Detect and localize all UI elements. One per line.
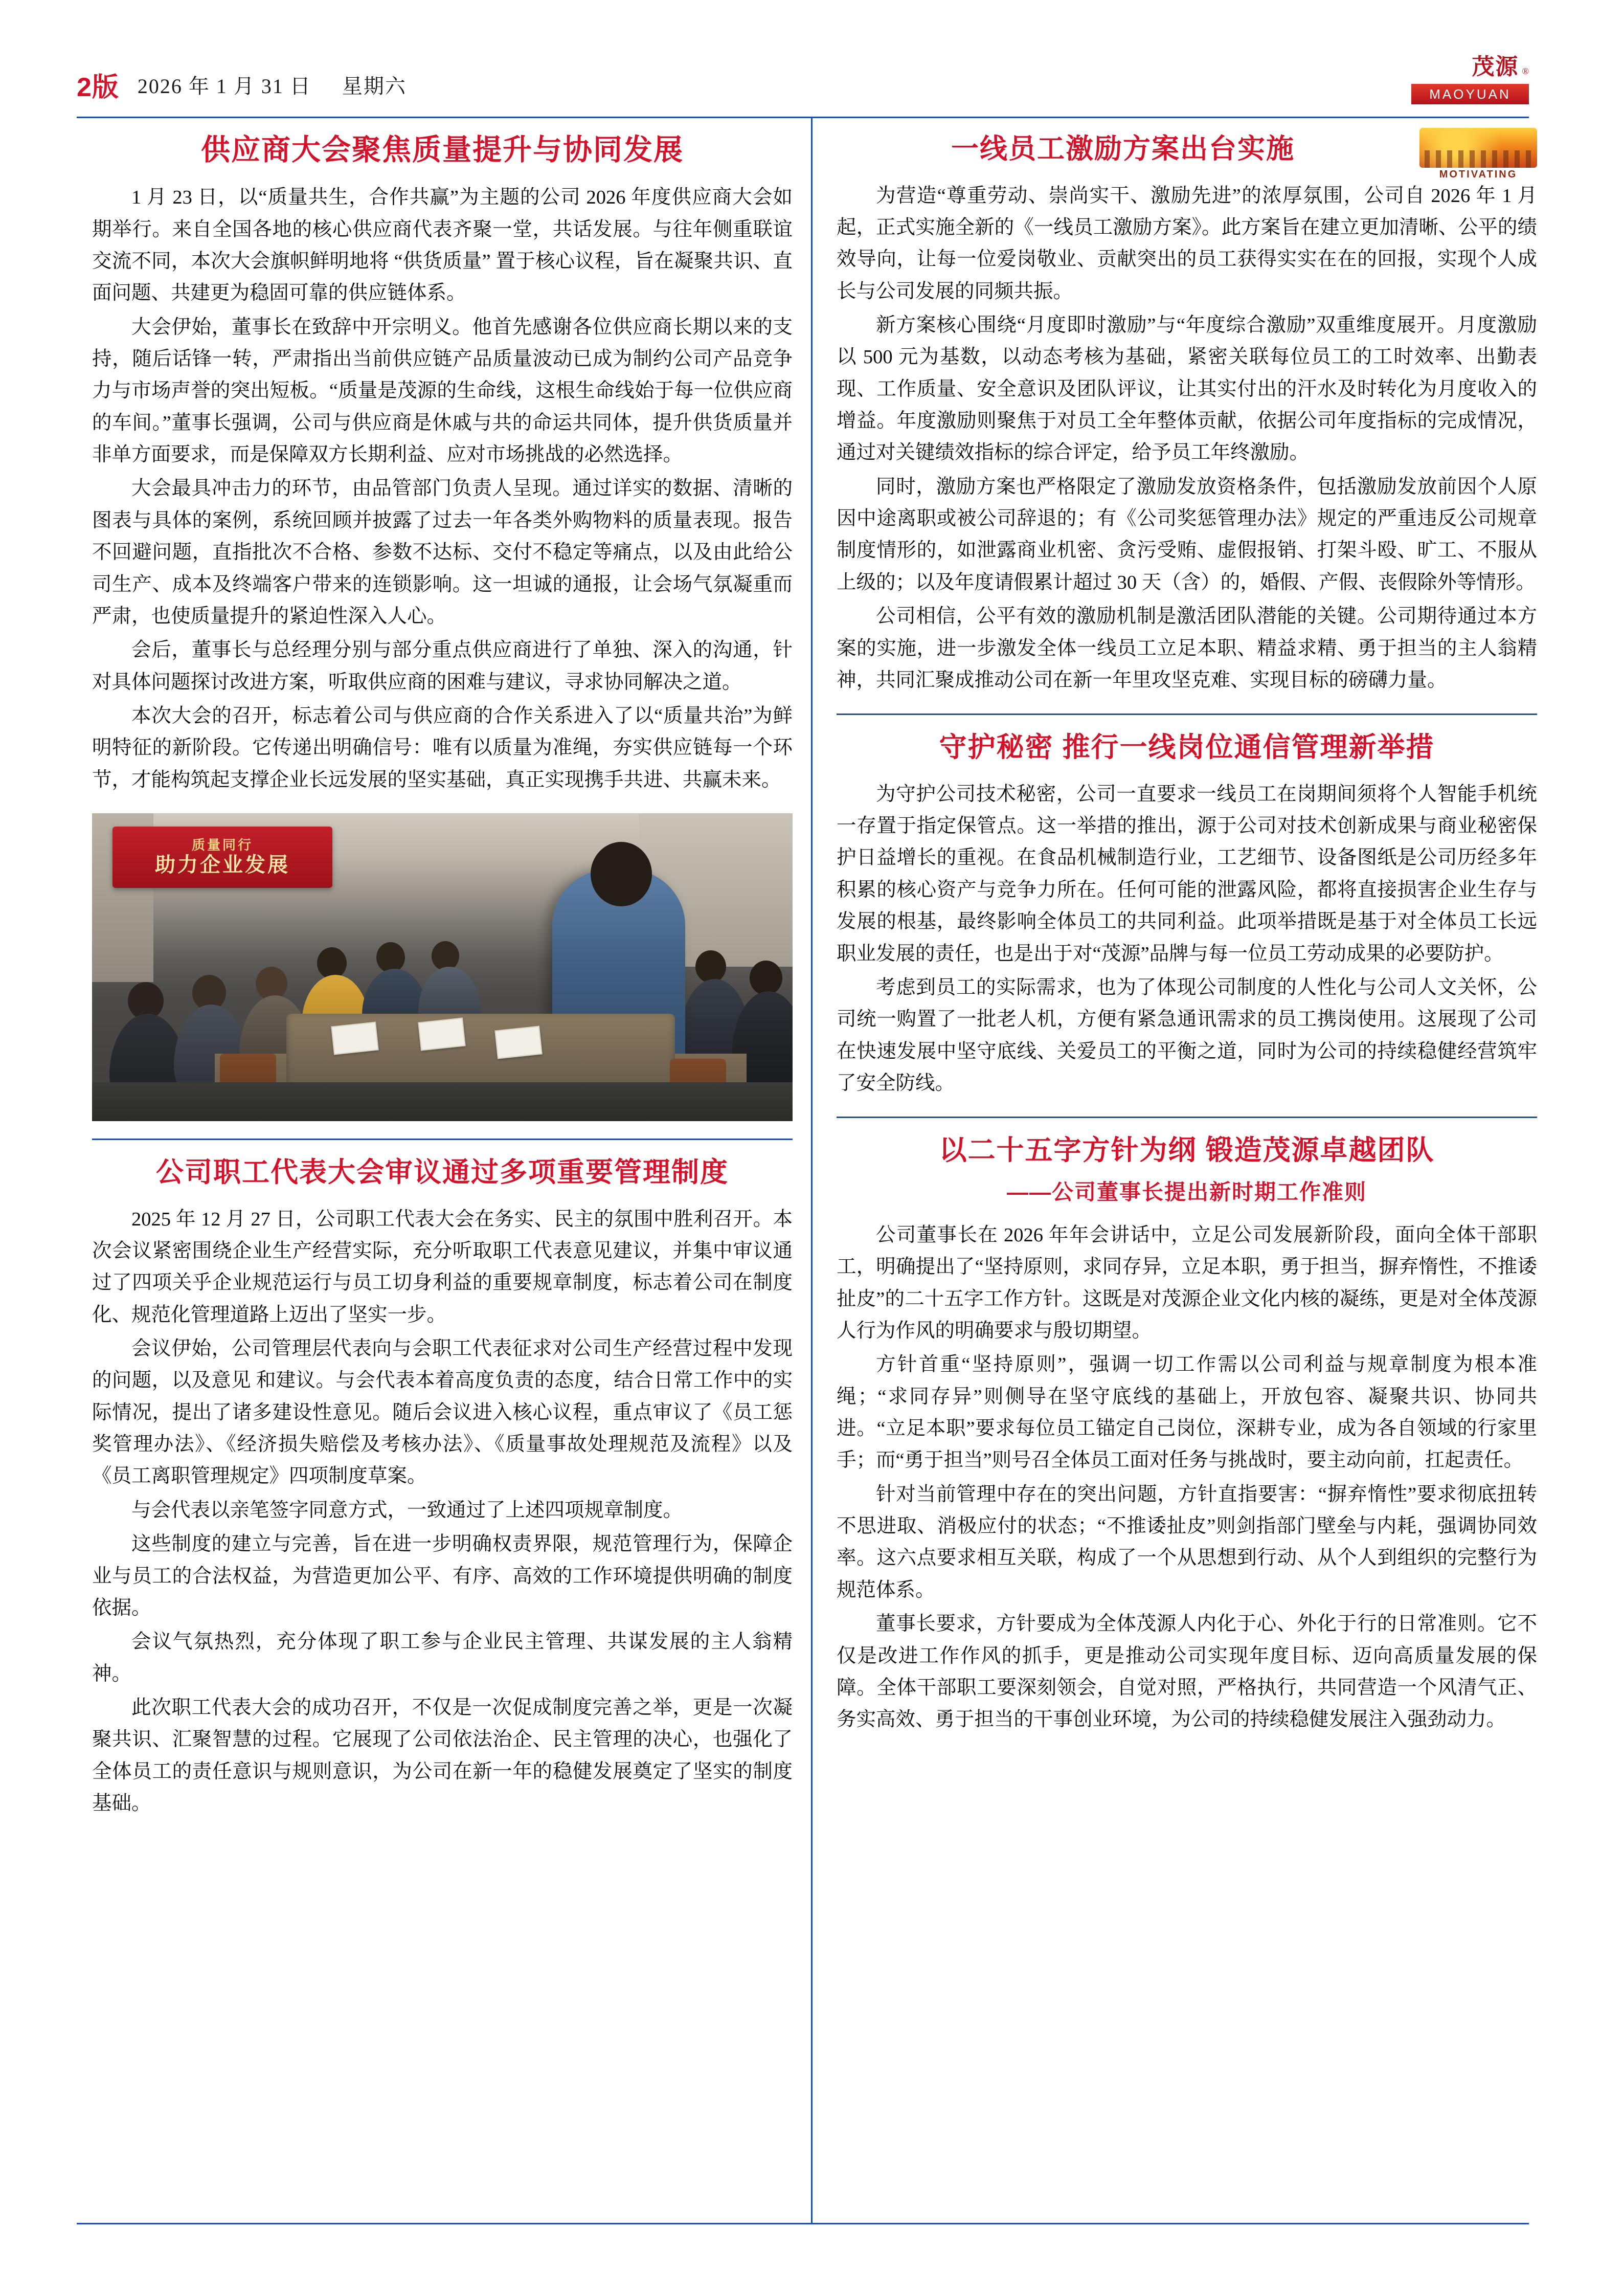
article-communication-policy — [837, 730, 1537, 1099]
paragraph: 这些制度的建立与完善，旨在进一步明确权责界限，规范管理行为，保障企业与员工的合法权益，为营造更加公平、有序、高效的工作环境提供明确的制度依据。 — [92, 1533, 793, 1619]
photo-banner — [112, 827, 332, 888]
logo-english-name: MAOYUAN — [1411, 84, 1529, 104]
photo-name-card — [418, 1018, 465, 1051]
paragraph: 公司相信，公平有效的激励机制是激活团队潜能的关键。公司期待通过本方案的实施，进一步激发全体一线员工立足本职、精益求精、勇于担当的主人翁精神，共同汇聚成推动公司在新一年里攻坚克难、实现目标的磅礴力量。 — [837, 606, 1537, 691]
top-divider — [77, 117, 1529, 118]
paragraph: 新方案核心围绕“月度即时激励”与“年度综合激励”双重维度展开。月度激励以 500 元为基数，以动态考核为基础，紧密关联每位员工的工时效率、出勤表现、工作质量、安全意识及团队评议，让其实付出的汗水及时转化为月度收入的增益。年度激励则聚焦于对员工全年整体贡献，依据公司年度指标的完成情况，通过对关键绩效指标的综合评定，给予员工年终激励。 — [837, 314, 1537, 464]
paragraph: 为守护公司技术秘密，公司一直要求一线员工在岗期间须将个人智能手机统一存置于指定保管点。这一举措的推出，源于公司对技术创新成果与商业秘密保护日益增长的重视。在食品机械制造行业，工艺细节、设备图纸是公司历经多年积累的核心资产与竞争力所在。任何可能的泄露风险，都将直接损害企业生存与发展的根基，最终影响全体员工的共同利益。此项举措既是基于对全体员工长远职业发展的责任，也是出于对“茂源”品牌与每一位员工劳动成果的必要防护。 — [837, 783, 1537, 965]
photo-person-head — [432, 941, 459, 971]
article-divider — [837, 714, 1537, 715]
publication-date: 2026 年 1 月 31 日 — [137, 74, 311, 98]
photo-name-card — [331, 1022, 378, 1055]
article-employee-congress — [92, 1155, 793, 1819]
left-column — [92, 132, 793, 1821]
paragraph: 与会代表以亲笔签字同意方式，一致通过了上述四项规章制度。 — [131, 1499, 683, 1521]
paragraph: 考虑到员工的实际需求，也为了体现公司制度的人性化与公司人文关怀，公司统一购置了一批老人机，方便有紧急通讯需求的员工携岗使用。这展现了公司在快速发展中坚守底线、关爱员工的平衡之道，同时为公司的持续稳健经营筑牢了安全防线。 — [837, 976, 1537, 1094]
paragraph: 2025 年 12 月 27 日，公司职工代表大会在务实、民主的氛围中胜利召开。本次会议紧密围绕企业生产经营实际，充分听取职工代表意见建议，并集中审议通过了四项关乎企业规范运行与员工切身利益的重要规章制度，标志着公司在制度化、规范化管理道路上迈出了坚实一步。 — [92, 1208, 793, 1326]
photo-person-head — [317, 947, 347, 979]
logo-mark — [1472, 48, 1529, 81]
photo-person-head — [695, 950, 726, 983]
article-title: 守护秘密 推行一线岗位通信管理新举措 — [939, 732, 1435, 763]
bottom-divider — [77, 2223, 1529, 2224]
masthead — [77, 54, 1529, 107]
article-title: 一线员工激励方案出台实施 — [951, 133, 1295, 164]
photo-floor — [92, 1082, 793, 1121]
column-divider — [811, 117, 813, 2224]
photo-scene — [92, 813, 793, 1121]
motivating-label: MOTIVATING — [1439, 169, 1518, 180]
article-title: 供应商大会聚焦质量提升与协同发展 — [201, 133, 684, 166]
publication-weekday: 星期六 — [342, 74, 407, 98]
paragraph: 会议气氛热烈，充分体现了职工参与企业民主管理、共谋发展的主人翁精神。 — [92, 1631, 793, 1685]
motivating-illustration — [1419, 128, 1537, 168]
paragraph: 公司董事长在 2026 年年会讲话中，立足公司发展新阶段，面向全体干部职工，明确提出了“坚持原则，求同存异，立足本职，勇于担当，摒弃惰性，不推诿扯皮”的二十五字工作方针。这既是对茂源企业文化内核的凝练，更是对全体茂源人行为作风的明确要求与殷切期望。 — [837, 1224, 1537, 1342]
article-subtitle: ——公司董事长提出新时期工作准则 — [1006, 1179, 1367, 1204]
paragraph: 会后，董事长与总经理分别与部分重点供应商进行了单独、深入的沟通，针对具体问题探讨改进方案，听取供应商的困难与建议，寻求协同解决之道。 — [92, 639, 793, 693]
article-title: 以二十五字方针为纲 锻造茂源卓越团队 — [939, 1135, 1435, 1166]
paragraph: 同时，激励方案也严格限定了激励发放资格条件，包括激励发放前因个人原因中途离职或被公司辞退的；有《公司奖惩管理办法》规定的严重违反公司规章制度情形的，如泄露商业机密、贪污受贿、虚假报销、打架斗殴、旷工、不服从上级的；以及年度请假累计超过 30 天（含）的，婚假、产假、丧假除外等情形。 — [837, 476, 1537, 593]
article-divider — [92, 1139, 793, 1140]
photo-person-head — [376, 942, 405, 973]
logo-chinese-name: 茂源 — [1472, 54, 1519, 79]
paragraph: 大会伊始，董事长在致辞中开宗明义。他首先感谢各位供应商长期以来的支持，随后话锋一转，严肃指出当前供应链产品质量波动已成为制约公司产品竞争力与市场声誉的突出短板。“质量是茂源的生命线，这根生命线始于每一位供应商的车间。”董事长强调，公司与供应商是休戚与共的命运共同体，提升供货质量并非单方面要求，而是保障双方长期利益、应对市场挑战的必然选择。 — [92, 316, 793, 466]
paragraph: 1 月 23 日，以“质量共生，合作共赢”为主题的公司 2026 年度供应商大会如期举行。来自全国各地的核心供应商代表齐聚一堂，共话发展。与往年侧重联谊交流不同，本次大会旗帜鲜明地将 “供货质量” 置于核心议程，旨在凝聚共识、直面问题、共建更为稳固可靠的供应链体系。 — [92, 187, 793, 304]
paragraph: 为营造“尊重劳动、崇尚实干、激励先进”的浓厚氛围，公司自 2026 年 1 月起，正式实施全新的《一线员工激励方案》。此方案旨在建立更加清晰、公平的绩效导向，让每一位爱岗敬业、贡献突出的员工获得实实在在的回报，实现个人成长与公司发展的同频共振。 — [837, 185, 1537, 302]
article-25-character-guideline — [837, 1133, 1537, 1735]
motivating-icon — [1419, 128, 1537, 183]
right-column — [837, 132, 1537, 1738]
page-number: 2版 — [77, 72, 119, 102]
photo-presenter-head — [591, 842, 652, 906]
photo-banner-subtext: 质量同行 — [191, 837, 253, 853]
article-divider — [837, 1117, 1537, 1118]
article-supplier-conference — [92, 132, 793, 1121]
registered-trademark-icon: ® — [1522, 66, 1529, 76]
company-logo — [1401, 48, 1529, 104]
article-photo — [92, 813, 793, 1121]
paragraph: 此次职工代表大会的成功召开，不仅是一次促成制度完善之举，更是一次凝聚共识、汇聚智慧的过程。它展现了公司依法治企、民主管理的决心，也强化了全体员工的责任意识与规则意识，为公司在新一年的稳健发展奠定了坚实的制度基础。 — [92, 1697, 793, 1815]
article-employee-incentive — [837, 132, 1537, 696]
photo-banner-text: 助力企业发展 — [155, 854, 290, 877]
photo-person-head — [750, 961, 782, 995]
paragraph: 方针首重“坚持原则”，强调一切工作需以公司利益与规章制度为根本准绳；“求同存异”则侧导在坚守底线的基础上，开放包容、凝聚共识、协同共进。“立足本职”要求每位员工锚定自己岗位，深耕专业，成为各自领域的行家里手；而“勇于担当”则号召全体员工面对任务与挑战时，要主动向前，扛起责任。 — [837, 1354, 1537, 1472]
paragraph: 针对当前管理中存在的突出问题，方针直指要害：“摒弃惰性”要求彻底扭转不思进取、消极应付的状态；“不推诿扯皮”则剑指部门壁垒与内耗，强调协同效率。这六点要求相互关联，构成了一个从思想到行动、从个人到组织的完整行为规范体系。 — [837, 1483, 1537, 1601]
paragraph: 本次大会的召开，标志着公司与供应商的合作关系进入了以“质量共治”为鲜明特征的新阶段。它传递出明确信号：唯有以质量为准绳，夯实供应链每一个环节，才能构筑起支撑企业长远发展的坚实基础，真正实现携手共进、共赢未来。 — [92, 705, 793, 791]
paragraph: 董事长要求，方针要成为全体茂源人内化于心、外化于行的日常准则。它不仅是改进工作作风的抓手，更是推动公司实现年度目标、迈向高质量发展的保障。全体干部职工要深刻领会，自觉对照，严格执行，共同营造一个风清气正、务实高效、勇于担当的干事创业环境，为公司的持续稳健发展注入强劲动力。 — [837, 1613, 1537, 1731]
photo-name-card — [494, 1026, 542, 1059]
paragraph: 大会最具冲击力的环节，由品管部门负责人呈现。通过详实的数据、清晰的图表与具体的案例，系统回顾并披露了过去一年各类外购物料的质量表现。报告不回避问题，直指批次不合格、参数不达标、交付不稳定等痛点，以及由此给公司生产、成本及终端客户带来的连锁影响。这一坦诚的通报，让会场气氛凝重而严肃，也使质量提升的紧迫性深入人心。 — [92, 478, 793, 627]
paragraph: 会议伊始，公司管理层代表向与会职工代表征求对公司生产经营过程中发现的问题，以及意见 和建议。与会代表本着高度负责的态度，结合日常工作中的实际情况，提出了诸多建设性意见。随后会议进入核心议程，重点审议了《员工惩奖管理办法》、《经济损失赔偿及考核办法》、《质量事故处理规范及流程》以及《员工离职管理规定》四项制度草案。 — [92, 1338, 793, 1487]
article-title: 公司职工代表大会审议通过多项重要管理制度 — [156, 1157, 729, 1188]
